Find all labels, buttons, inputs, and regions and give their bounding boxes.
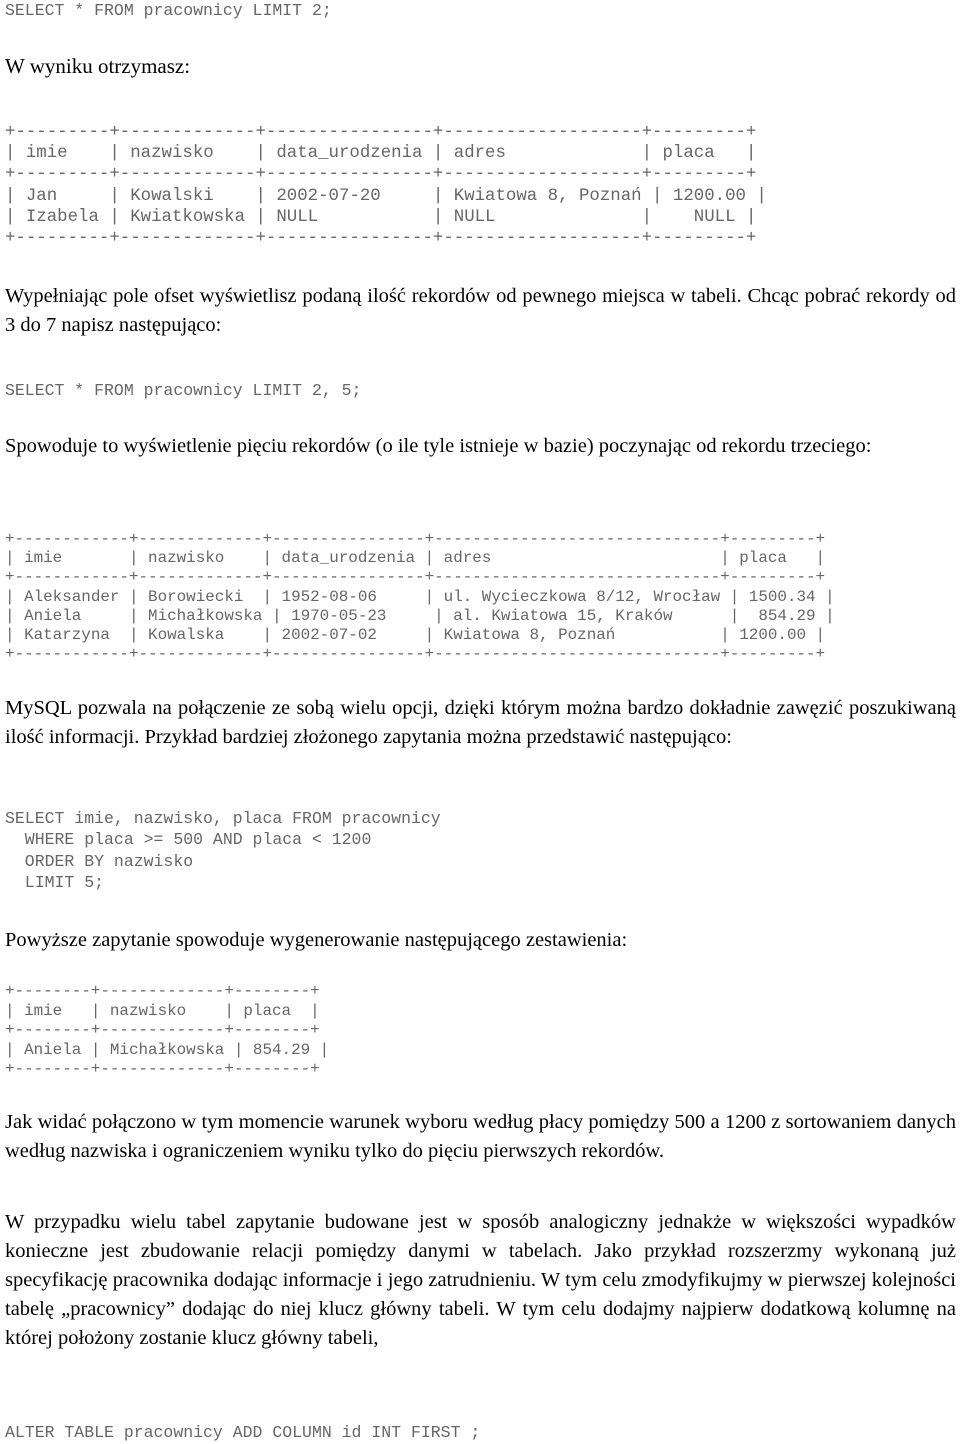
paragraph-offset: Wypełniając pole ofset wyświetlisz podaną ilość rekordów od pewnego miejsca w tabeli. Chcąc pobrać rekordy od 3 do 7 napisz następująco: [5, 285, 956, 336]
result-table-2: +------------+-------------+----------------+------------------------------+---------+ | imie | nazwisko | data_urodzenia | adres | placa | +------------+-------------+----------------+------------------------------+---------+ | Aleksander | Borowiecki | 1952-08-06 | ul. Wycieczkowa 8/12, Wrocław | 1500.34 | | Aniela | Michałkowska | 1970-05-23 | al. Kwiatowa 15, Kraków | 854.29 | | Katarzyna | Kowalska | 2002-07-02 | Kwiatowa 8, Poznań | 1200.00 | +------------+-------------+----------------+------------------------------+---------+ [5, 530, 835, 664]
paragraph-result: Powyższe zapytanie spowoduje wygenerowanie następującego zestawienia: [5, 929, 628, 951]
paragraph-effect: Spowoduje to wyświetlenie pięciu rekordów (o ile tyle istnieje w bazie) poczynając od rekordu trzeciego: [5, 435, 872, 457]
sql-query-complex: SELECT imie, nazwisko, placa FROM pracownicy WHERE placa >= 500 AND placa < 1200 ORDER BY nazwisko LIMIT 5; [5, 809, 441, 892]
sql-query-alter: ALTER TABLE pracownicy ADD COLUMN id INT FIRST ; [5, 1423, 481, 1442]
result-table-3: +--------+-------------+--------+ | imie | nazwisko | placa | +--------+-------------+--------+ | Aniela | Michałkowska | 854.29 | +--------+-------------+--------+ [5, 982, 330, 1079]
result-heading: W wyniku otrzymasz: [5, 54, 191, 78]
paragraph-multi-tables: W przypadku wielu tabel zapytanie budowane jest w sposób analogiczny jednakże w większości wypadków konieczne jest zbudowanie relacji pomiędzy danymi w tabelach. Jako przykład rozszerzmy wykonaną już specyfikację pracownika dodając informacje i jego zatrudnieniu. W tym celu zmodyfikujmy w pierwszej kolejności tabelę „pracownicy” dodając do niej klucz główny tabeli. W tym celu dodajmy najpierw dodatkową kolumnę na której położony zostanie klucz główny tabeli, [5, 1211, 956, 1349]
sql-query-limit: SELECT * FROM pracownicy LIMIT 2; [5, 1, 332, 20]
paragraph-mysql: MySQL pozwala na połączenie ze sobą wielu opcji, dzięki którym można bardzo dokładnie zawęzić poszukiwaną ilość informacji. Przykład bardziej złożonego zapytania można przedstawić następująco: [5, 697, 956, 748]
result-table-1: +---------+-------------+----------------+-------------------+---------+ | imie | nazwisko | data_urodzenia | adres | placa | +---------+-------------+----------------+-------------------+---------+ | Jan | Kowalski | 2002-07-20 | Kwiatowa 8, Poznań | 1200.00 | | Izabela | Kwiatkowska | NULL | NULL | NULL | +---------+-------------+----------------+-------------------+---------+ [5, 123, 767, 249]
sql-query-offset: SELECT * FROM pracownicy LIMIT 2, 5; [5, 381, 362, 400]
paragraph-combined: Jak widać połączono w tym momencie warunek wyboru według płacy pomiędzy 500 a 1200 z sortowaniem danych według nazwiska i ograniczeniem wyniku tylko do pięciu pierwszych rekordów. [5, 1111, 956, 1162]
